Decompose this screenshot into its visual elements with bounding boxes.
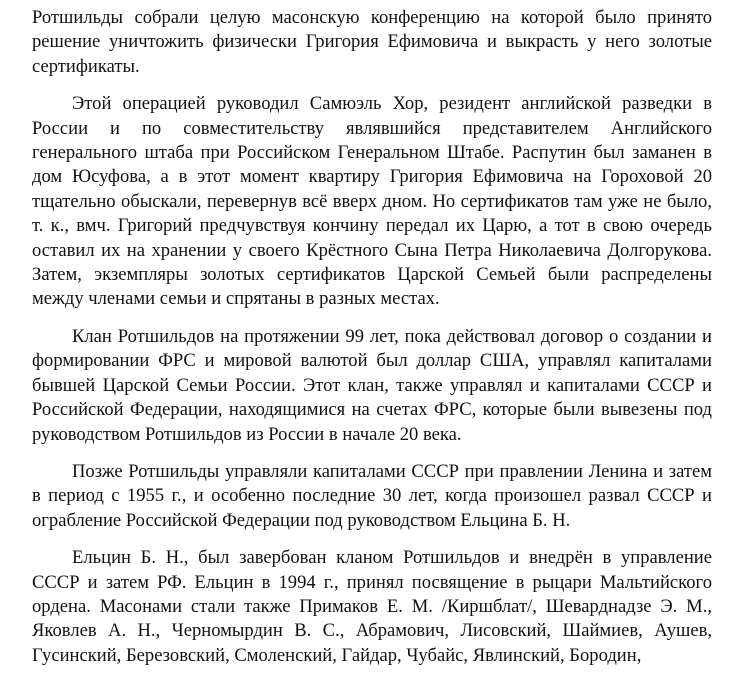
paragraph-5: Ельцин Б. Н., был завербован кланом Ротшильдов и внедрён в управление СССР и затем РФ. Ельцин в 1994 г., принял посвящение в рыцари Мальтийского ордена. Масонами стали также Примаков Е. М. /Киршблат/, Шеварднадзе Э. М., Яковлев А. Н., Черномырдин В. С., Абрамович, Лисовский, Шаймиев, Аушев, Гусинский, Березовский, Смоленский, Гайдар, Чубайс, Явлинский, Бородин, — [32, 547, 712, 666]
paragraph-4: Позже Ротшильды управляли капиталами СССР при правлении Ленина и затем в период с 1955 г., и особенно последние 30 лет, когда произошел развал СССР и ограбление Российской Федерации под руководством Ельцина Б. Н. — [32, 460, 712, 531]
paragraph-1: Ротшильды собрали целую масонскую конференцию на которой было принято решение уничтожить физически Григория Ефимовича и выкрасть у него золотые сертификаты. — [32, 7, 712, 77]
paragraph-3: Клан Ротшильдов на протяжении 99 лет, пока действовал договор о создании и формировании ФРС и мировой валютой был доллар США, управлял капиталами бывшей Царской Семьи России. Этот клан, также управлял и капиталами СССР и Российской Федерации, находящимися на счетах ФРС, которые были вывезены под руководством Ротшильдов из России в начале 20 века. — [32, 325, 712, 445]
document-page — [32, 6, 712, 681]
paragraph-2: Этой операцией руководил Самюэль Хор, резидент английской разведки в России и по совместительству являвшийся представителем Английского генерального штаба при Российском Генеральном Штабе. Распутин был заманен в дом Юсуфова, а в этот момент квартиру Григория Ефимовича на Гороховой 20 тщательно обыскали, перевернув всё вверх дном. Но сертификатов там уже не было, т. к., вмч. Григорий предчувствуя кончину передал их Царю, а тот в свою очередь оставил их на хранении у своего Крёстного Сына Петра Николаевича Долгорукова. Затем, экземпляры золотых сертификатов Царской Семьей были распределены между членами семьи и спрятаны в разных местах. — [32, 93, 712, 310]
